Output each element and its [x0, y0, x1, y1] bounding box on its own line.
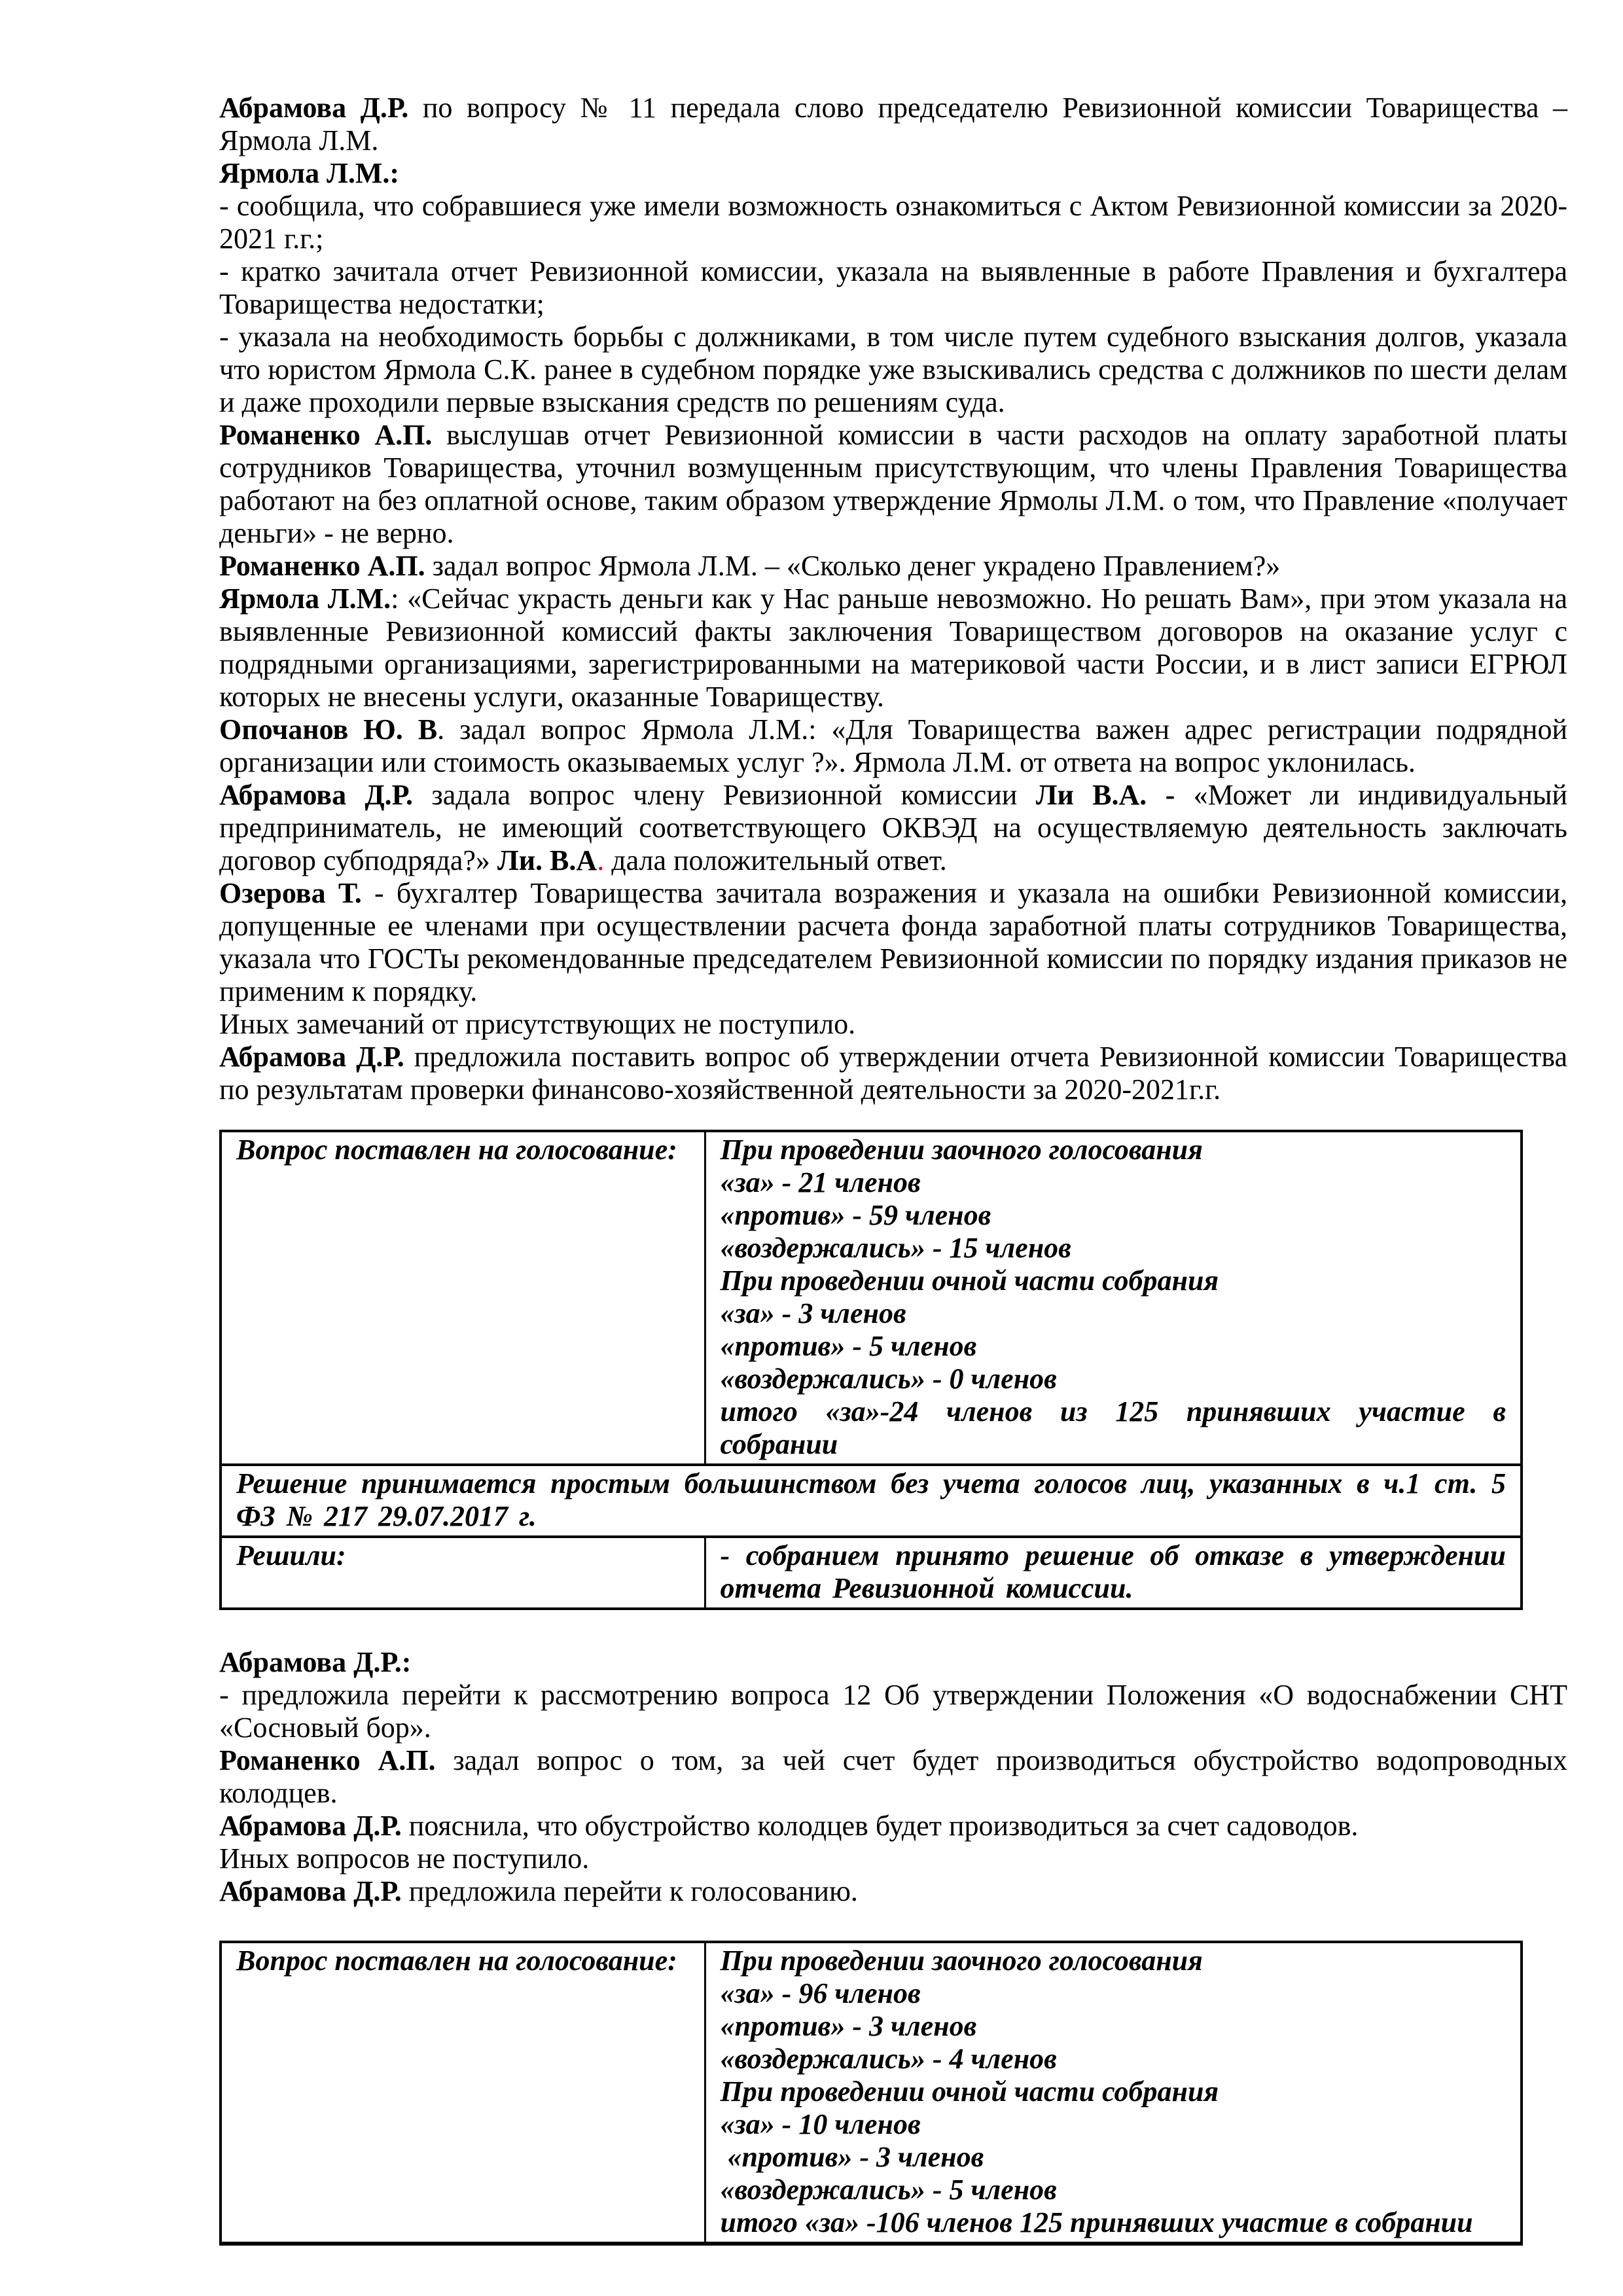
vote-result-line: «за» - 10 членов	[720, 2108, 921, 2140]
speaker-name: Ли. В.А	[497, 844, 597, 876]
speaker-name: Опочанов Ю. В	[219, 713, 438, 745]
vote-table-row-resolution	[221, 1537, 1522, 1609]
vote-table-row-rule	[221, 1465, 1522, 1537]
text-run: по вопросу № 11 передала слово председателю Ревизионной комиссии Товарищества – Ярмола Л.М.	[219, 92, 1568, 156]
vote-results-cell	[705, 1131, 1522, 1465]
para-yarmola-item-3	[219, 321, 1567, 419]
vote-results-cell	[705, 1942, 1522, 2244]
vote-total-line: итого «за»-24 членов из 125 принявших участие в собрании	[720, 1395, 1506, 1460]
para-romanenko-comment	[219, 419, 1567, 550]
speaker-name: Абрамова Д.Р.	[219, 1810, 402, 1842]
vote-question-cell: Вопрос поставлен на голосование:	[221, 1942, 705, 2244]
vote-result-line: «воздержались» - 5 членов	[720, 2174, 1057, 2206]
text-run: дала положительный ответ.	[604, 844, 947, 876]
vote-result-line: «за» - 21 членов	[720, 1166, 921, 1198]
text-run: - бухгалтер Товарищества зачитала возражения и указала на ошибки Ревизионной комиссии, допущенные ее членами при осуществлении расчета фонда заработной платы сотрудников Товарищества, указала что ГОСТы рекомендованные председателем Ревизионной комиссии по порядку издания приказов не применим к порядку.	[219, 877, 1567, 1007]
speaker-name: Ли В.А. -	[1035, 779, 1175, 811]
text-run: : «Сейчас украсть деньги как у Нас раньше невозможно. Но решать Вам», при этом указала на выявленные Ревизионной комиссий факты заключения Товариществом договоров на оказание услуг с подрядными организациями, зарегистрированными на материковой части России, и в лист записи ЕГРЮЛ которых не внесены услуги, оказанные Товариществу.	[219, 583, 1568, 713]
para-abramova-li-question	[219, 779, 1567, 877]
vote-result-line: «за» - 96 членов	[720, 1977, 921, 2009]
vote-table-question-12	[219, 1941, 1523, 2246]
para-question-12	[219, 1679, 1567, 1744]
vote-result-line: «воздержались» - 0 членов	[720, 1363, 1057, 1395]
vote-result-line: «против» - 3 членов	[720, 2010, 977, 2042]
vote-table-question-11	[219, 1130, 1523, 1610]
vote-result-line: «против» - 59 членов	[720, 1199, 991, 1231]
text-run: Иных вопросов не поступило.	[219, 1842, 590, 1874]
text-run: задала вопрос члену Ревизионной комиссии	[413, 779, 1036, 811]
para-yarmola-answer	[219, 583, 1567, 713]
para-opochanov-question	[219, 713, 1567, 779]
para-romanenko-question	[219, 550, 1567, 583]
vote-result-line: При проведении очной части собрания	[720, 1265, 1219, 1297]
vote-result-line: «за» - 3 членов	[720, 1297, 906, 1329]
para-yarmola-item-2	[219, 255, 1567, 321]
para-no-remarks	[219, 1008, 1567, 1041]
para-abramova-wells-answer	[219, 1810, 1567, 1842]
text-run: - указала на необходимость борьбы с должниками, в том числе путем судебного взыскания долгов, указала что юристом Ярмола С.К. ранее в судебном порядке уже взыскивались средства с должников по шести делам и даже проходили первые взыскания средств по решениям суда.	[219, 321, 1567, 418]
vote-table-row-results	[221, 1131, 1522, 1465]
vote-result-line: При проведении заочного голосования	[720, 1945, 1203, 1977]
text-run: предложила перейти к голосованию.	[401, 1875, 858, 1907]
para-abramova-proposal	[219, 1041, 1567, 1106]
resolved-label-cell: Решили:	[221, 1537, 705, 1609]
text-run: предложила поставить вопрос об утверждении отчета Ревизионной комиссии Товарищества по результатам проверки финансово-хозяйственной деятельности за 2020-2021г.г.	[219, 1041, 1567, 1105]
text-run: «Может ли индивидуальный предприниматель, не имеющий соответствующего ОКВЭД на осуществляемую деятельность заключать договор субподряда?»	[219, 779, 1568, 876]
para-abramova-q11	[219, 92, 1567, 157]
speaker-name: Романенко А.П.	[219, 1744, 436, 1776]
vote-question-cell: Вопрос поставлен на голосование:	[221, 1131, 705, 1465]
text-run: задал вопрос о том, за чей счет будет производиться обустройство водопроводных колодцев.	[219, 1744, 1568, 1809]
minutes-top-paragraphs	[219, 92, 1567, 1106]
para-ozerova-objections	[219, 877, 1567, 1008]
minutes-mid-paragraphs	[219, 1646, 1567, 1908]
text-run: - предложила перейти к рассмотрению вопроса 12 Об утверждении Положения «О водоснабжении СНТ «Сосновый бор».	[219, 1679, 1567, 1744]
vote-result-line: При проведении очной части собрания	[720, 2075, 1219, 2108]
decision-rule-cell: Решение принимается простым большинством без учета голосов лиц, указанных в ч.1 ст. 5 ФЗ № 217 29.07.2017 г.	[221, 1465, 1522, 1537]
speaker-name: Ярмола Л.М.:	[219, 157, 400, 189]
text-run: пояснила, что обустройство колодцев будет производиться за счет садоводов.	[401, 1810, 1359, 1842]
speaker-name: Абрамова Д.Р.:	[219, 1646, 412, 1678]
text-run: - кратко зачитала отчет Ревизионной комиссии, указала на выявленные в работе Правления и бухгалтера Товарищества недостатки;	[219, 255, 1567, 320]
red-period: .	[597, 844, 605, 876]
vote-result-line: «против» - 3 членов	[720, 2141, 984, 2173]
vote-result-line: «воздержались» - 15 членов	[720, 1232, 1071, 1264]
vote-result-line: «воздержались» - 4 членов	[720, 2043, 1057, 2075]
text-run: Иных замечаний от присутствующих не поступило.	[219, 1008, 856, 1040]
resolution-cell: - собранием принято решение об отказе в утверждении отчета Ревизионной комиссии.	[705, 1537, 1522, 1609]
para-yarmola-item-1	[219, 190, 1567, 255]
text-run: задал вопрос Ярмола Л.М. – «Сколько денег украдено Правлением?»	[425, 550, 1281, 582]
vote-table-row-results	[221, 1942, 1522, 2244]
text-run: . задал вопрос Ярмола Л.М.: «Для Товарищества важен адрес регистрации подрядной организации или стоимость оказываемых услуг ?». Ярмола Л.М. от ответа на вопрос уклонилась.	[219, 713, 1567, 778]
para-abramova-heading	[219, 1646, 1567, 1679]
vote-result-line: «против» - 5 членов	[720, 1330, 977, 1362]
speaker-name: Абрамова Д.Р.	[219, 1041, 404, 1073]
speaker-name: Ярмола Л.М.	[219, 583, 391, 615]
para-romanenko-wells-question	[219, 1744, 1567, 1810]
para-yarmola-heading	[219, 157, 1567, 190]
speaker-name: Абрамова Д.Р.	[219, 779, 414, 811]
vote-result-line: итого «за» -106 членов 125 принявших участие в собрании	[720, 2206, 1473, 2238]
speaker-name: Романенко А.П.	[219, 550, 425, 582]
para-no-questions	[219, 1842, 1567, 1875]
vote-result-line: При проведении заочного голосования	[720, 1134, 1203, 1166]
speaker-name: Абрамова Д.Р.	[219, 1875, 402, 1907]
speaker-name: Абрамова Д.Р.	[219, 92, 409, 124]
speaker-name: Романенко А.П.	[219, 419, 433, 451]
para-abramova-to-vote	[219, 1875, 1567, 1908]
text-run: - сообщила, что собравшиеся уже имели возможность ознакомиться с Актом Ревизионной комиссии за 2020-2021 г.г.;	[219, 190, 1567, 255]
text-run: выслушав отчет Ревизионной комиссии в части расходов на оплату заработной платы сотрудников Товарищества, уточнил возмущенным присутствующим, что члены Правления Товарищества работают на без оплатной основе, таким образом утверждение Ярмолы Л.М. о том, что Правление «получает деньги» - не верно.	[219, 419, 1567, 549]
speaker-name: Озерова Т.	[219, 877, 362, 909]
